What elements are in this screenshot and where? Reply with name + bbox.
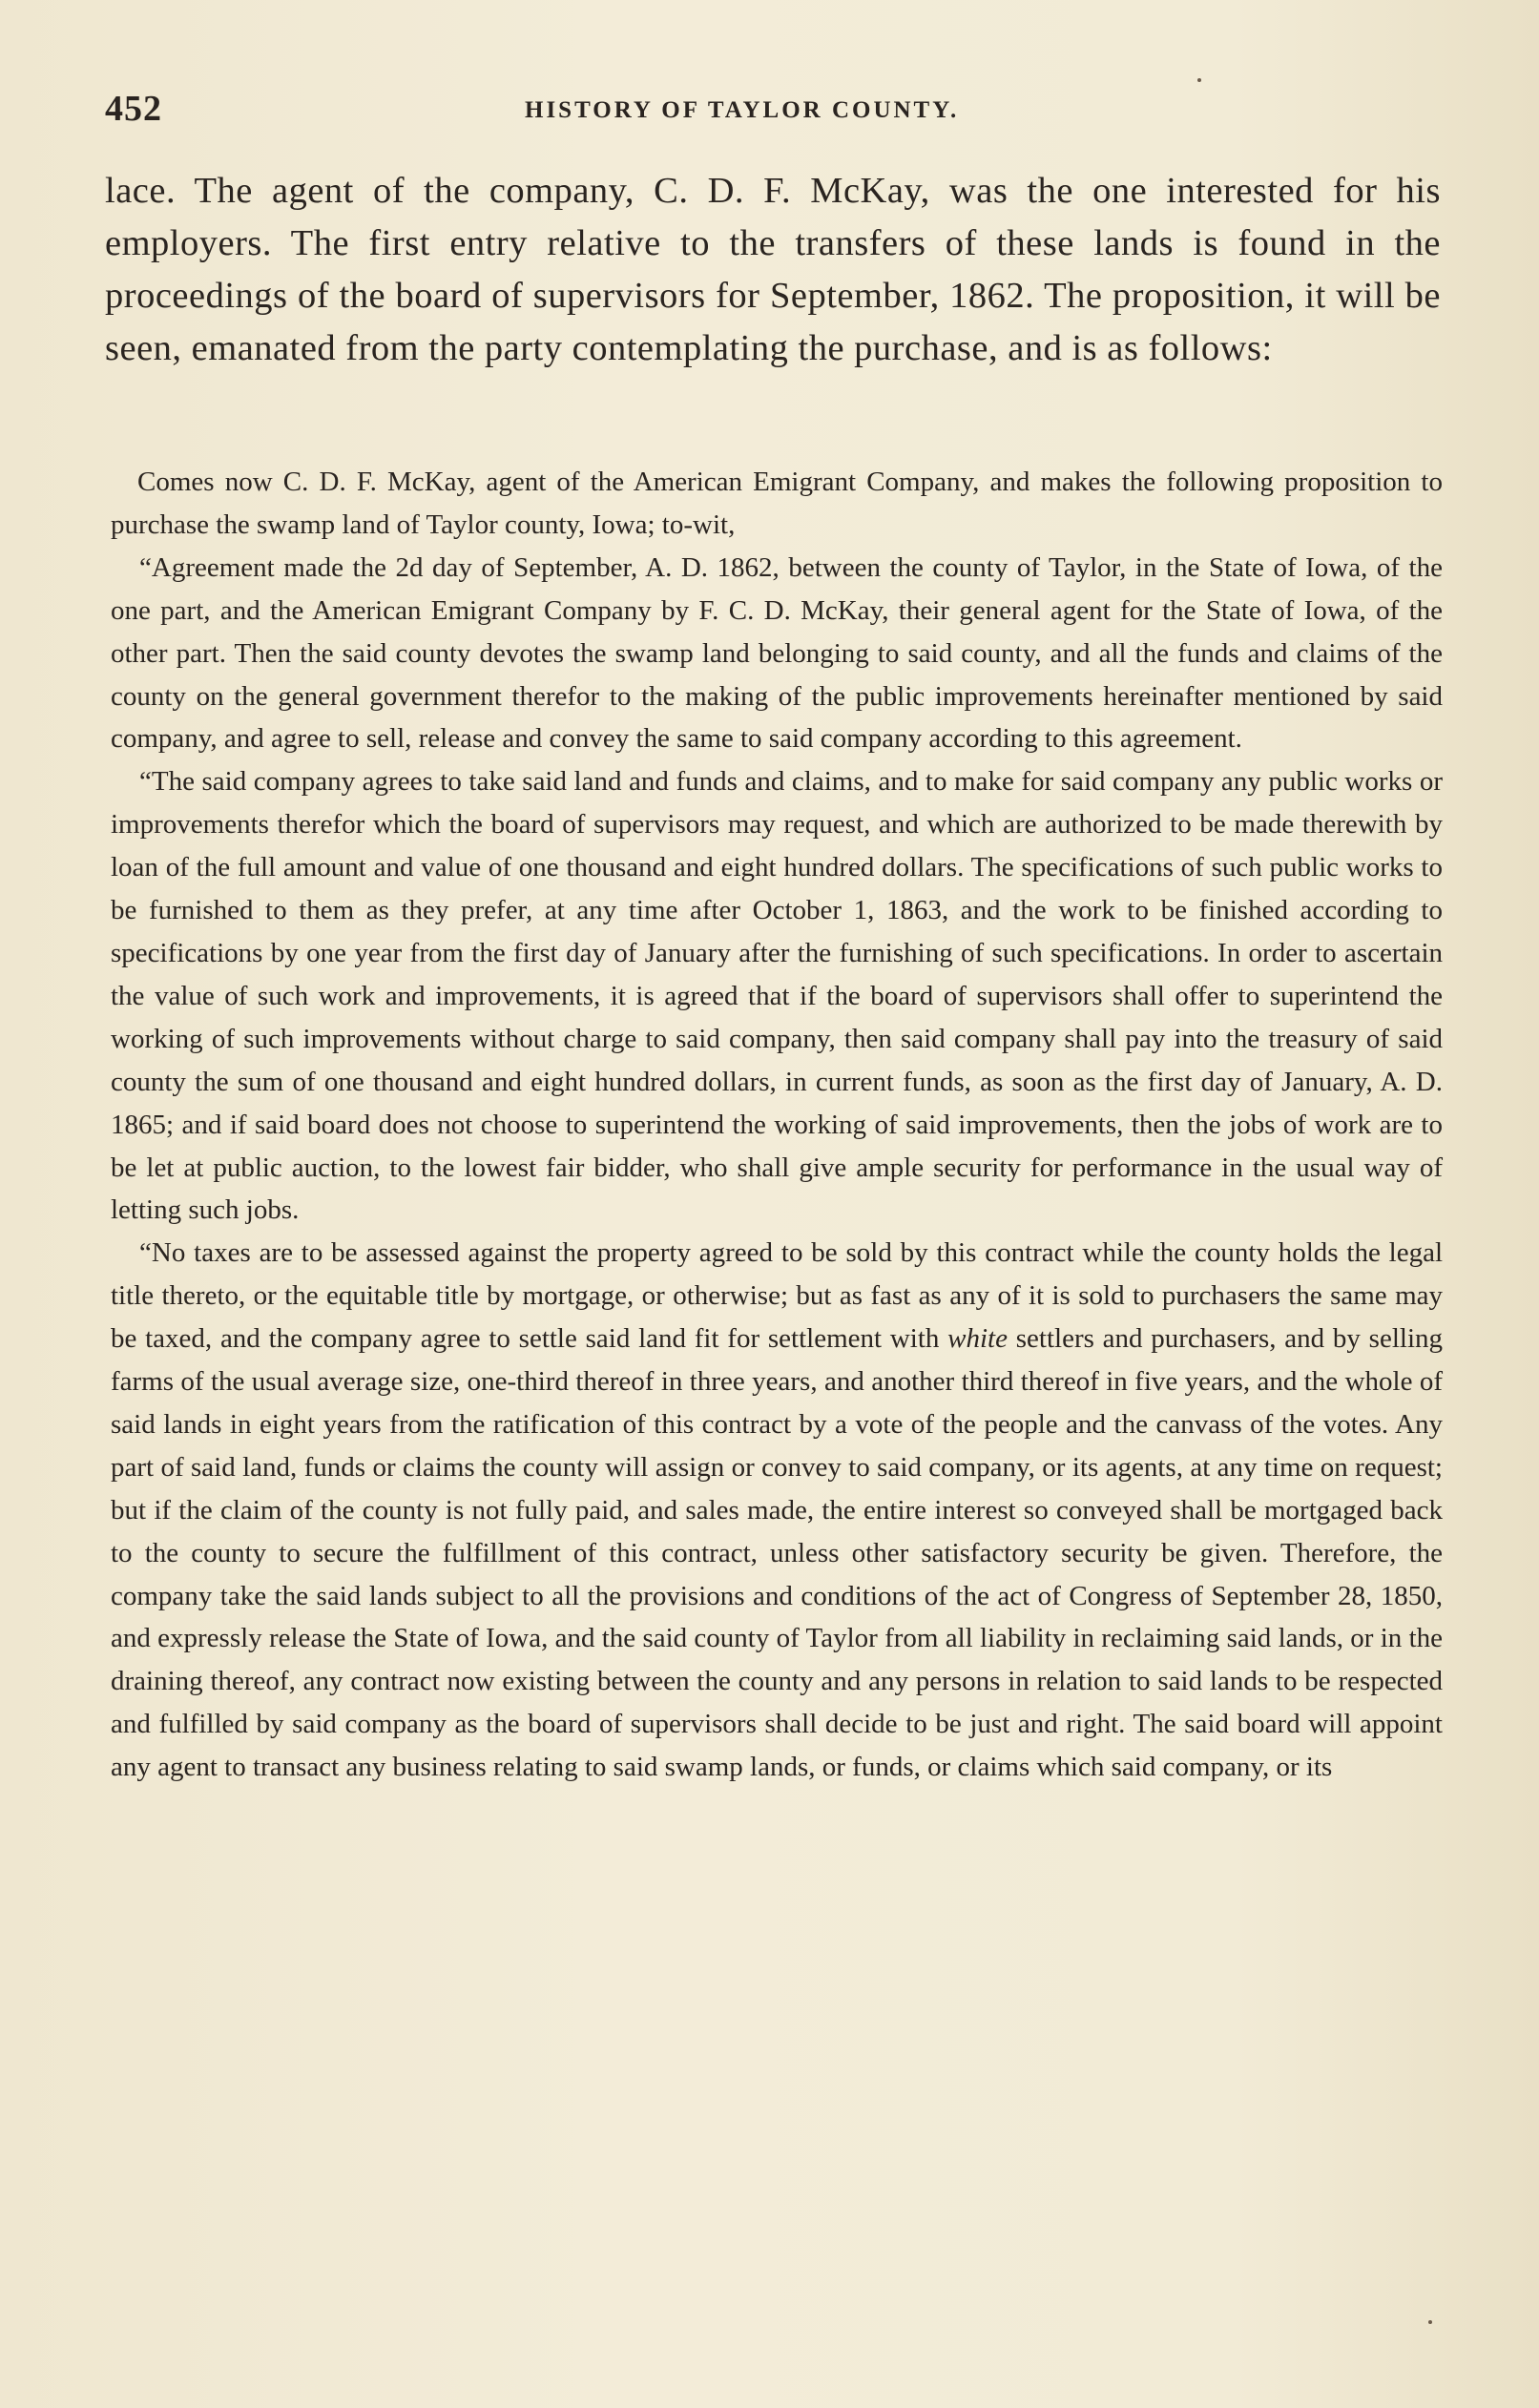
proposition-paragraph-3: “The said company agrees to take said land and funds and claims, and to make for said company any public works or improvements therefor which the board of supervisors may request, and which are authorized to be made therewith by loan of the full amount and value of one thousand and eight hundred dollars. The specifications of such public works to be furnished to them as they prefer, at any time after October 1, 1863, and the work to be finished according to specifications by one year from the first day of January after the furnishing of such specifications. In order to ascertain the value of such work and improvements, it is agreed that if the board of supervisors shall offer to superintend the working of such improvements without charge to said company, then said company shall pay into the treasury of said county the sum of one thousand and eight hundred dollars, in current funds, as soon as the first day of January, A. D. 1865; and if said board does not choose to superintend the working of said improvements, then the jobs of work are to be let at public auction, to the lowest fair bidder, who shall give ample security for performance in the usual way of letting such jobs. (111, 766, 1443, 1226)
proposition-paragraph-1: Comes now C. D. F. McKay, agent of the American Emigrant Company, and makes the following proposition to purchase the swamp land of Taylor county, Iowa; to-wit, (111, 467, 1443, 540)
page-header (105, 88, 1441, 135)
paper-speck (1428, 2320, 1432, 2324)
paragraph-4-text-end: settlers and purchasers, and by selling farms of the usual average size, one-third thereof in three years, and another third thereof in five years, and the whole of said lands in eight years from the ratification of this contract by a vote of the people and the canvass of the votes. Any part of said land, funds or claims the county will assign or convey to said company, or its agents, at any time on request; but if the claim of the county is not fully paid, and sales made, the entire interest so conveyed shall be mortgaged back to the county to secure the fulfillment of this contract, unless other satisfactory security be given. Therefore, the company take the said lands subject to all the provisions and conditions of the act of Congress of September 28, 1850, and expressly release the State of Iowa, and the said county of Taylor from all liability in reclaiming said lands, or in the draining thereof, any contract now existing between the county and any persons in relation to said lands to be respected and fulfilled by said company as the board of supervisors shall decide to be just and right. The said board will appoint any agent to transact any business relating to said swamp lands, or funds, or claims which said company, or its (111, 1323, 1443, 1783)
page-number: 452 (105, 89, 162, 129)
quoted-proposition (111, 461, 1443, 1789)
italic-word: white (947, 1323, 1008, 1355)
paper-speck (1197, 78, 1201, 82)
paragraph-4-text-start: “No taxes are to be assessed against the property agreed to be sold by this contract while the county holds the legal title thereto, or the equitable title by mortgage, or otherwise; but as fast as any of it is sold to purchasers the same may be taxed, and the company agree to settle said land fit for settlement with (111, 1237, 1443, 1355)
proposition-paragraph-2: “Agreement made the 2d day of September, A. D. 1862, between the county of Taylor, in the State of Iowa, of the one part, and the American Emigrant Company by F. C. D. McKay, their general agent for the State of Iowa, of the other part. Then the said county devotes the swamp land belonging to said county, and all the funds and claims of the county on the general government therefor to the making of the public improvements hereinafter mentioned by said company, and agree to sell, release and convey the same to said company according to this agreement. (111, 551, 1443, 755)
intro-paragraph: lace. The agent of the company, C. D. F. McKay, was the one interested for his employers. The first entry relative to the transfers of these lands is found in the proceedings of the board of supervisors for September, 1862. The proposition, it will be seen, emanated from the party contemplating the purchase, and is as follows: (105, 171, 1441, 368)
proposition-paragraph-4 (111, 1232, 1443, 1789)
running-head: HISTORY OF TAYLOR COUNTY. (525, 97, 960, 123)
